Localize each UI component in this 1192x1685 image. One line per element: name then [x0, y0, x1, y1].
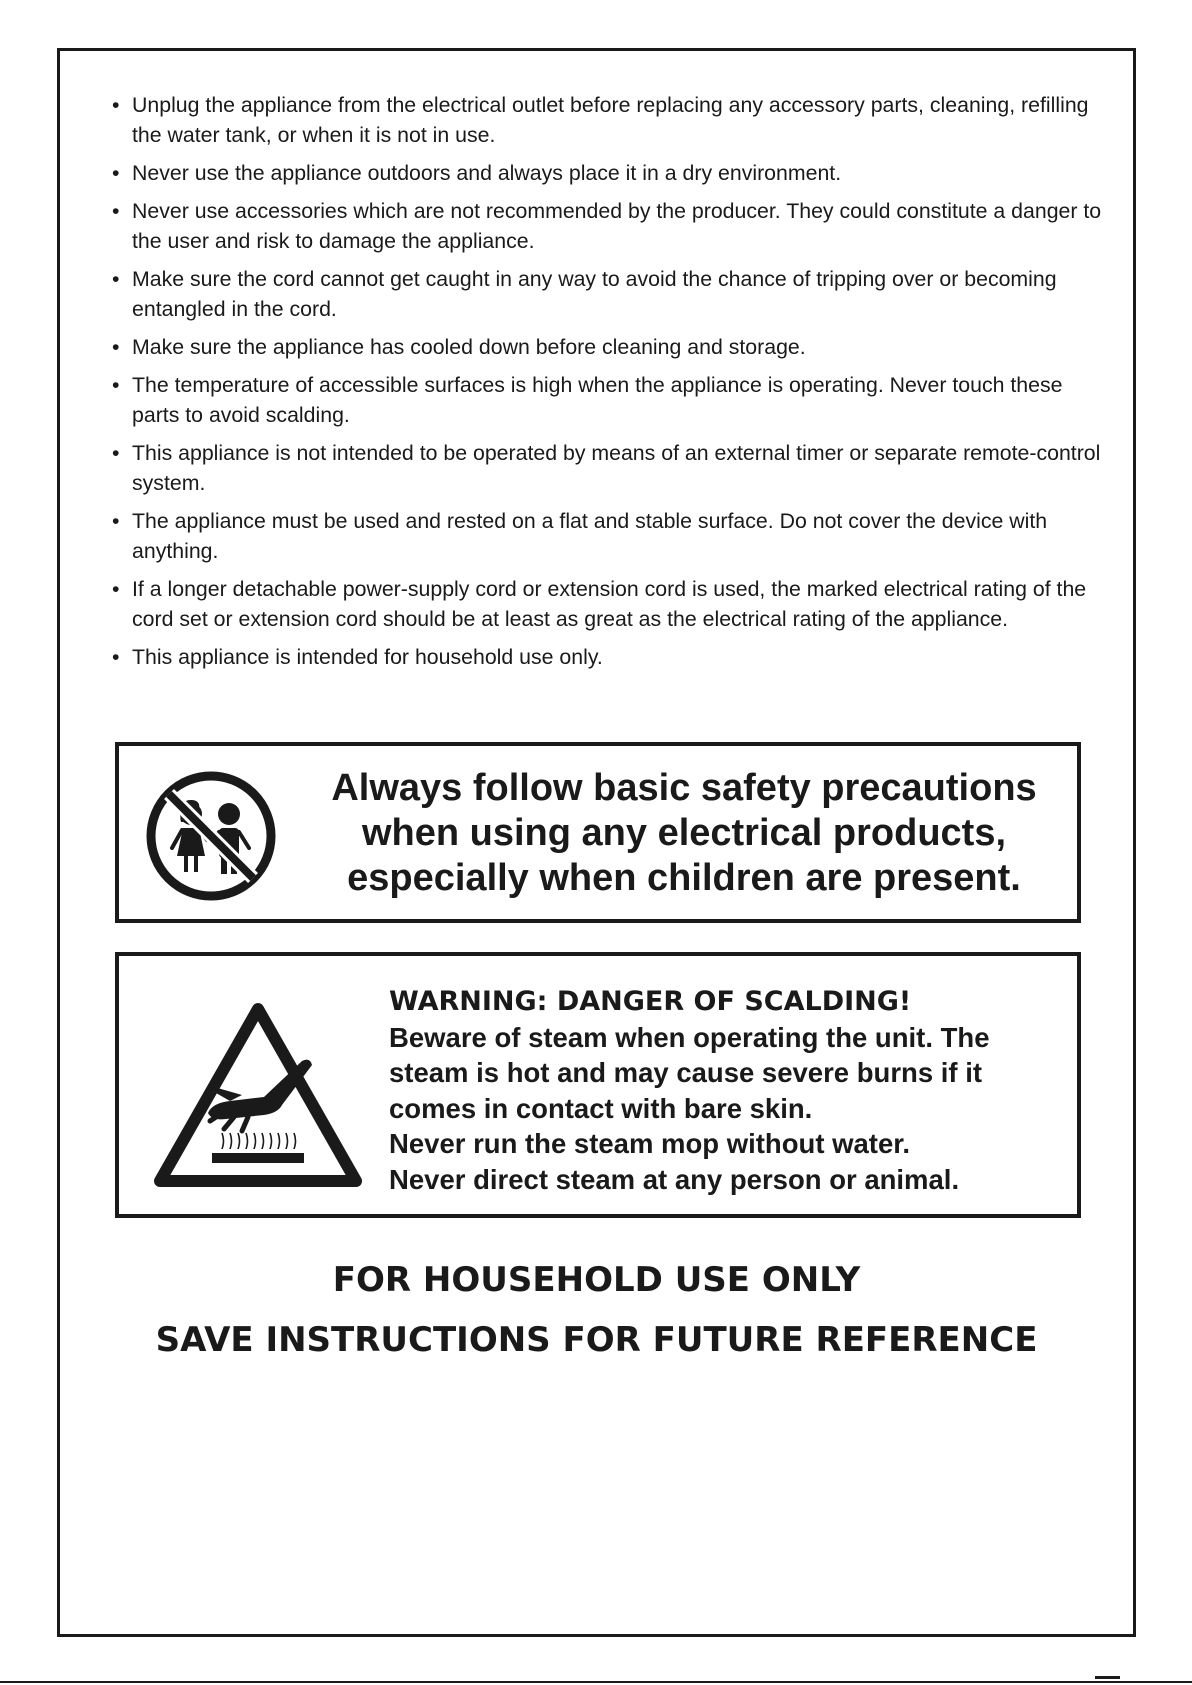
warning-line: Never direct steam at any person or animal.	[389, 1163, 960, 1195]
list-item: • Make sure the cord cannot get caught in any way to avoid the chance of tripping over or becoming entangled in the cord.	[112, 264, 1102, 324]
list-item: • Never use accessories which are not recommended by the producer. They could constitute a danger to the user and risk to damage the appliance.	[112, 196, 1102, 256]
save-instructions-heading: SAVE INSTRUCTIONS FOR FUTURE REFERENCE	[155, 1320, 1038, 1360]
list-item: • The appliance must be used and rested on a flat and stable surface. Do not cover the device with anything.	[112, 506, 1102, 566]
scalding-warning-box	[115, 952, 1081, 1218]
list-item: • Never use the appliance outdoors and always place it in a dry environment.	[112, 158, 1102, 188]
household-use-heading: FOR HOUSEHOLD USE ONLY	[332, 1260, 861, 1300]
warning-title: WARNING: DANGER OF SCALDING!	[389, 986, 912, 1017]
page-mark	[1095, 1676, 1120, 1679]
warning-line: comes in contact with bare skin.	[389, 1092, 813, 1124]
warning-line: Never run the steam mop without water.	[389, 1128, 911, 1159]
no-children-icon	[145, 770, 277, 902]
hot-surface-warning-icon	[152, 1001, 364, 1189]
scalding-warning-text	[389, 984, 1079, 1197]
list-item: • If a longer detachable power-supply cord or extension cord is used, the marked electrical rating of the cord set or extension cord should be at least as great as the electrical rating of the appliance.	[112, 574, 1102, 634]
children-notice-line: Always follow basic safety precautions	[331, 767, 1037, 809]
children-safety-notice	[115, 742, 1081, 923]
warning-line: steam is hot and may cause severe burns if it	[389, 1057, 983, 1088]
list-item: • Unplug the appliance from the electrical outlet before replacing any accessory parts, cleaning, refilling the water tank, or when it is not in use.	[112, 90, 1102, 150]
safety-instructions-list	[112, 90, 1102, 680]
bottom-rule	[0, 1681, 1192, 1683]
children-notice-line: especially when children are present.	[347, 857, 1021, 899]
list-item: • The temperature of accessible surfaces is high when the appliance is operating. Never touch these parts to avoid scalding.	[112, 370, 1102, 430]
list-item: • Make sure the appliance has cooled down before cleaning and storage.	[112, 332, 1102, 362]
list-item: • This appliance is not intended to be operated by means of an external timer or separate remote-control system.	[112, 438, 1102, 498]
children-notice-line: when using any electrical products,	[361, 812, 1007, 854]
list-item: • This appliance is intended for household use only.	[112, 642, 1102, 672]
warning-line: Beware of steam when operating the unit. The	[389, 1021, 990, 1053]
children-notice-text	[289, 766, 1079, 901]
